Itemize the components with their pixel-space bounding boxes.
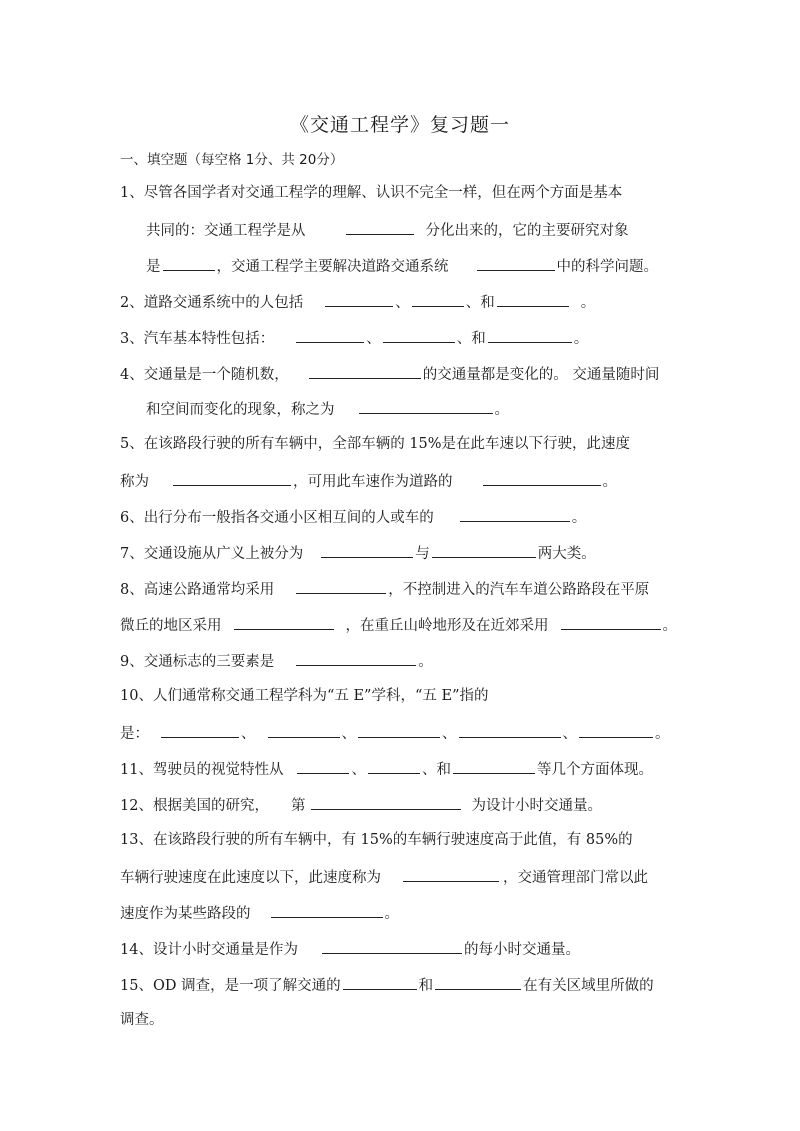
blank[interactable]: [453, 758, 535, 774]
blank[interactable]: [296, 578, 386, 594]
question-8-line-2: 微丘的地区采用 ，在重丘山岭地形及在近郊采用 。: [120, 614, 677, 636]
question-12: 12、根据美国的研究， 第 为设计小时交通量。: [120, 794, 602, 816]
blank[interactable]: [346, 219, 414, 235]
question-15-line-2: 调查。: [120, 1012, 164, 1028]
blank[interactable]: [383, 327, 455, 343]
blank[interactable]: [163, 255, 215, 271]
blank[interactable]: [268, 722, 340, 738]
question-3: 3、汽车基本特性包括： 、 、和 。: [120, 327, 588, 349]
blank[interactable]: [359, 398, 493, 414]
blank[interactable]: [296, 327, 364, 343]
question-7: 7、交通设施从广义上被分为 与 两大类。: [120, 542, 596, 564]
question-9: 9、交通标志的三要素是 。: [120, 650, 433, 672]
blank[interactable]: [311, 794, 461, 810]
blank[interactable]: [271, 902, 383, 918]
blank[interactable]: [459, 722, 561, 738]
question-1-line-1: 1、尽管各国学者对交通工程学的理解、认识不完全一样，但在两个方面是基本: [120, 185, 623, 201]
question-1-line-3: 是 ，交通工程学主要解决道路交通系统 中的科学问题。: [146, 255, 658, 277]
blank[interactable]: [432, 542, 536, 558]
question-10-line-2: 是： 、 、 、 、 。: [120, 722, 670, 744]
question-10-line-1: 10、人们通常称交通工程学科为“五 E”学科，“五 E”指的: [120, 688, 489, 704]
blank[interactable]: [435, 974, 521, 990]
blank[interactable]: [477, 255, 555, 271]
section-heading: 一、填空题（每空格 1分、共 20分）: [120, 152, 344, 168]
question-8-line-1: 8、高速公路通常均采用 ，不控制进入的汽车车道公路路段在平原: [120, 578, 649, 600]
question-4-line-1: 4、交通量是一个随机数， 的交通量都是变化的。 交通量随时间: [120, 363, 659, 385]
question-4-line-2: 和空间而变化的现象，称之为 。: [146, 398, 509, 420]
blank[interactable]: [488, 327, 572, 343]
blank[interactable]: [322, 938, 462, 954]
blank[interactable]: [497, 291, 569, 307]
question-11: 11、驾驶员的视觉特性从 、 、和 等几个方面体现。: [120, 758, 653, 780]
blank[interactable]: [343, 974, 417, 990]
question-1-line-2: 共同的：交通工程学是从 分化出来的，它的主要研究对象: [146, 219, 629, 241]
question-15-line-1: 15、OD 调查，是一项了解交通的 和 在有关区域里所做的: [120, 974, 654, 996]
blank[interactable]: [234, 614, 334, 630]
blank[interactable]: [161, 722, 239, 738]
blank[interactable]: [309, 363, 421, 379]
blank[interactable]: [297, 758, 349, 774]
question-5-line-1: 5、在该路段行驶的所有车辆中，全部车辆的 15%是在此车速以下行驶，此速度: [120, 436, 631, 452]
blank[interactable]: [358, 722, 440, 738]
blank[interactable]: [483, 470, 601, 486]
blank[interactable]: [368, 758, 420, 774]
blank[interactable]: [321, 542, 413, 558]
question-13-line-3: 速度作为某些路段的 。: [120, 902, 399, 924]
blank[interactable]: [296, 650, 416, 666]
blank[interactable]: [325, 291, 393, 307]
question-14: 14、设计小时交通量是作为 的每小时交通量。: [120, 938, 580, 960]
question-13-line-1: 13、在该路段行驶的所有车辆中，有 15%的车辆行驶速度高于此值，有 85%的: [120, 832, 633, 848]
blank[interactable]: [460, 506, 570, 522]
page-title: 《交通工程学》复习题一: [289, 114, 510, 136]
question-2: 2、道路交通系统中的人包括 、 、和 。: [120, 291, 595, 313]
blank[interactable]: [173, 470, 291, 486]
blank[interactable]: [412, 291, 464, 307]
question-5-line-2: 称为 ，可用此车速作为道路的 。: [120, 470, 617, 492]
blank[interactable]: [579, 722, 653, 738]
blank[interactable]: [403, 866, 499, 882]
question-6: 6、出行分布一般指各交通小区相互间的人或车的 。: [120, 506, 586, 528]
question-13-line-2: 车辆行驶速度在此速度以下，此速度称为 ，交通管理部门常以此: [120, 866, 648, 888]
blank[interactable]: [561, 614, 661, 630]
